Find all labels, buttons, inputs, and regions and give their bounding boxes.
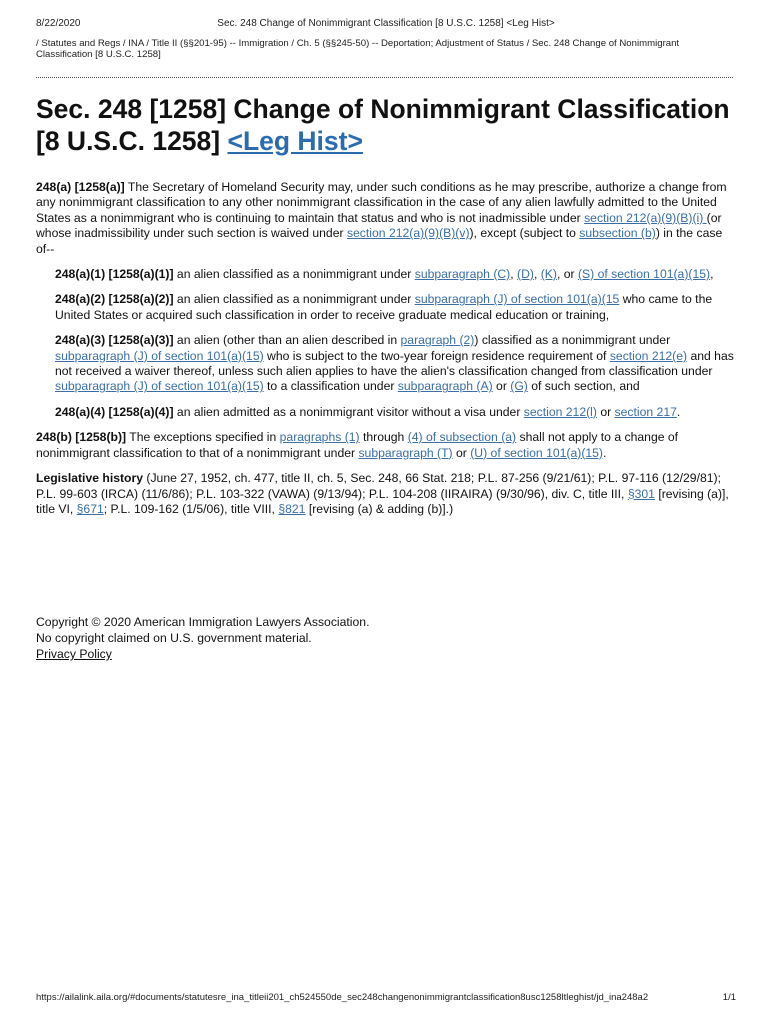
section-text: to a classification under [263, 379, 398, 394]
link-paragraphs-1[interactable]: paragraphs (1) [279, 430, 360, 445]
section-text: , [710, 267, 714, 282]
link-sec-821[interactable]: §821 [278, 501, 306, 516]
section-text: who came to the United States or acquired such classification in order to receive graduate medical education or training, [55, 292, 713, 322]
print-url: https://ailalink.aila.org/#documents/statutesre_ina_titleii201_ch524550de_sec248changenonimmigrantclassification8usc1258ltleghist/jd_ina248a2 [36, 992, 649, 1003]
link-u-101a15[interactable]: (U) of section 101(a)(15) [470, 445, 603, 460]
section-248a [36, 180, 736, 257]
link-212a9Bv[interactable]: section 212(a)(9)(B)(v) [346, 226, 470, 241]
link-212e[interactable]: section 212(e) [609, 348, 688, 363]
section-text: (June 27, 1952, ch. 477, title II, ch. 5, Sec. 248, 66 Stat. 218; P.L. 87-256 (9/21/61); P.L. 97-116 (12/29/81); P.L. 99-603 (IRCA) (11/6/86); P.L. 103-322 (VAWA) (9/13/94); P.L. 104-208 (IIRAIRA) (9/30/96), div. C, title III, [36, 471, 721, 501]
link-212l[interactable]: section 212(l) [523, 404, 597, 419]
print-footer [36, 992, 736, 1003]
link-217[interactable]: section 217 [614, 404, 677, 419]
print-date: 8/22/2020 [36, 18, 81, 29]
section-text: (or whose inadmissibility under such section is waived under [36, 210, 722, 241]
link-sec-301[interactable]: §301 [627, 486, 655, 501]
link-4-subsection-a[interactable]: (4) of subsection (a) [407, 430, 517, 445]
copyright-line: Copyright © 2020 American Immigration Lawyers Association. [36, 615, 370, 629]
link-subparagraph-c[interactable]: subparagraph (C) [414, 267, 511, 282]
section-text: an alien classified as a nonimmigrant under [173, 292, 415, 307]
section-text: , or [556, 267, 578, 282]
section-text: who is subject to the two-year foreign residence requirement of [263, 348, 610, 363]
copyright-disclaimer: No copyright claimed on U.S. government material. [36, 631, 312, 645]
link-subsection-b[interactable]: subsection (b) [579, 226, 656, 241]
section-text: ) classified as a nonimmigrant under [474, 333, 671, 348]
section-text: or [492, 379, 511, 394]
section-248b [36, 430, 736, 461]
privacy-policy-link[interactable]: Privacy Policy [36, 647, 112, 661]
section-text: . [676, 404, 681, 419]
section-text: [revising (a) & adding (b)].) [305, 501, 454, 516]
section-text: The Secretary of Homeland Security may, under such conditions as he may prescribe, authorize a change from any nonimmigrant classification to any other nonimmigrant classification in the case of any alien lawfully admitted to the United States as a nonimmigrant who is continuing to maintain that status and who is not inadmissible under [36, 180, 727, 225]
section-text: an alien admitted as a nonimmigrant visitor without a visa under [173, 404, 524, 419]
statute-body [36, 180, 736, 527]
dotted-divider [36, 77, 733, 78]
section-text: The exceptions specified in [126, 430, 280, 445]
link-k[interactable]: (K) [540, 267, 557, 282]
section-text: ; P.L. 109-162 (1/5/06), title VIII, [103, 501, 279, 516]
link-j-101a15[interactable]: subparagraph (J) of section 101(a)(15) [55, 348, 264, 363]
section-text: or [452, 445, 471, 460]
link-212a9Bi[interactable]: section 212(a)(9)(B)(i) [584, 210, 707, 225]
section-text: of such section, and [527, 379, 640, 394]
section-text: ), except (subject to [469, 226, 580, 241]
section-label: 248(a)(4) [1258(a)(4)] [55, 404, 174, 419]
section-text: . [603, 445, 607, 460]
section-text: ) in the case of-- [36, 226, 723, 256]
link-subparagraph-a[interactable]: subparagraph (A) [397, 379, 493, 394]
link-j-101a15[interactable]: subparagraph (J) of section 101(a)(15 [414, 292, 620, 307]
section-label: 248(a)(2) [1258(a)(2)] [55, 292, 174, 307]
link-paragraph-2[interactable]: paragraph (2) [400, 333, 475, 348]
section-label: 248(a) [1258(a)] [36, 180, 125, 194]
section-text: through [359, 430, 408, 445]
section-text: , [533, 267, 541, 282]
section-text: shall not apply to a change of nonimmigrant classification to that of a nonimmigrant under [36, 430, 679, 460]
link-s-101a15[interactable]: (S) of section 101(a)(15) [577, 267, 711, 282]
section-text: , [510, 267, 518, 282]
section-248a4 [55, 405, 736, 420]
section-text: [revising (a)], title VI, [36, 486, 729, 516]
breadcrumb: / Statutes and Regs / INA / Title II (§§201-95) -- Immigration / Ch. 5 (§§245-50) -- Deportation; Adjustment of Status / Sec. 248 Change of Nonimmigrant Classification [8 U.S.C. 1258] [36, 38, 680, 60]
link-sec-671[interactable]: §671 [76, 501, 104, 516]
page-title-text: Sec. 248 [1258] Change of Nonimmigrant Classification [8 U.S.C. 1258] [36, 94, 730, 156]
page-title [36, 93, 736, 157]
link-subparagraph-t[interactable]: subparagraph (T) [358, 445, 453, 460]
link-d[interactable]: (D) [517, 267, 534, 282]
section-248a1 [55, 267, 736, 282]
section-label: Legislative history [36, 471, 144, 486]
section-text: an alien classified as a nonimmigrant under [173, 267, 415, 282]
print-title: Sec. 248 Change of Nonimmigrant Classification [8 U.S.C. 1258] <Leg Hist> [217, 18, 555, 29]
section-text: or [596, 404, 615, 419]
section-label: 248(a)(1) [1258(a)(1)] [55, 267, 174, 282]
section-text: and has not received a waiver thereof, unless such alien applies to have the alien's classification changed from classification under [55, 348, 734, 379]
copyright-block [36, 614, 736, 662]
link-g[interactable]: (G) [510, 379, 528, 394]
page-number: 1/1 [722, 992, 736, 1003]
section-248a3 [55, 333, 736, 395]
leg-hist-link[interactable]: <Leg Hist> [227, 126, 363, 156]
section-248a2 [55, 292, 736, 323]
section-text: an alien (other than an alien described in [173, 333, 401, 348]
section-label: 248(b) [1258(b)] [36, 430, 127, 445]
link-j-101a15[interactable]: subparagraph (J) of section 101(a)(15) [55, 379, 264, 394]
legislative-history [36, 471, 736, 517]
section-label: 248(a)(3) [1258(a)(3)] [55, 333, 174, 348]
